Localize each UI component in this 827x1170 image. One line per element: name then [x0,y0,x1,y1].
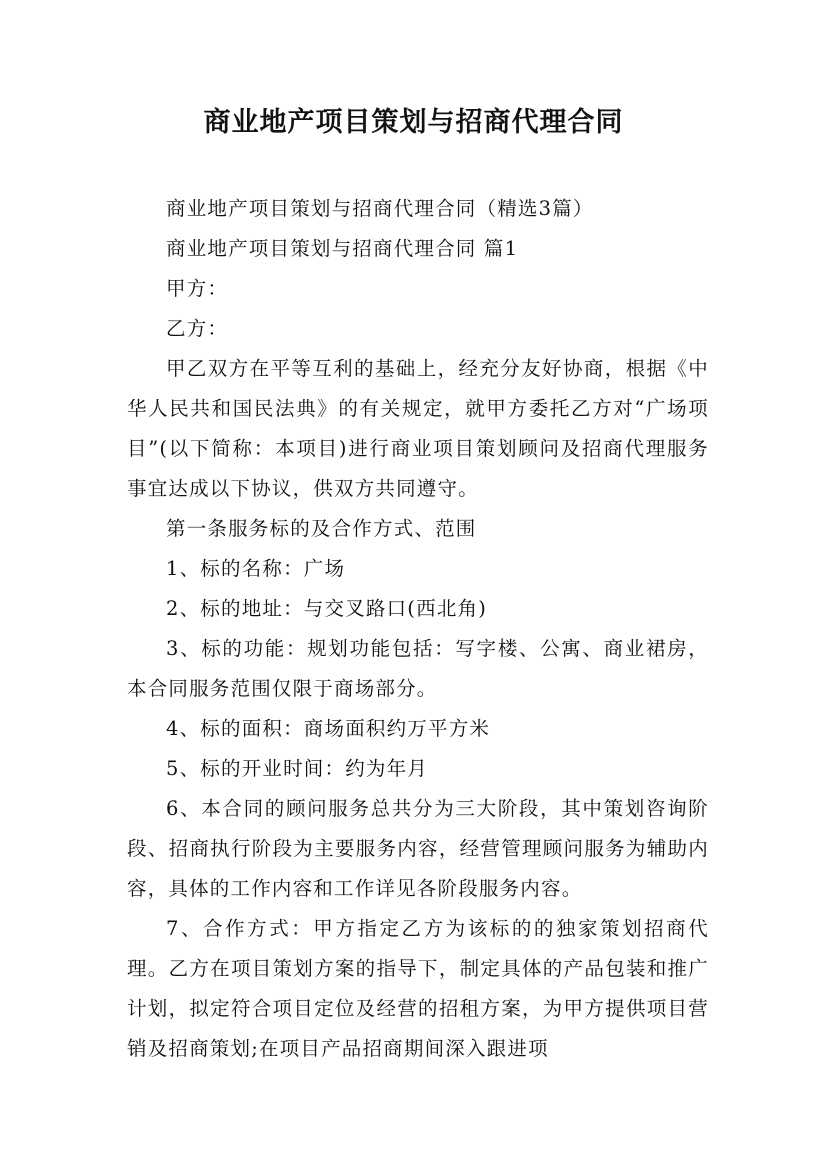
paragraph-item-7: 7、合作方式：甲方指定乙方为该标的的独家策划招商代理。乙方在项目策划方案的指导下，制定具体的产品包装和推广计划，拟定符合项目定位及经营的招租方案，为甲方提供项目营销及招商策划;在项目产品招商期间深入跟进项 [127,917,709,1060]
paragraph-item-1: 1、标的名称：广场 [166,557,346,580]
paragraph-section-heading: 商业地产项目策划与招商代理合同 篇1 [166,237,519,260]
paragraph-item-2: 2、标的地址：与交叉路口(西北角) [166,597,488,620]
paragraph-item-6: 6、本合同的顾问服务总共分为三大阶段，其中策划咨询阶段、招商执行阶段为主要服务内容，经营管理顾问服务为辅助内容，具体的工作内容和工作详见各阶段服务内容。 [127,797,709,900]
paragraph-article-one: 第一条服务标的及合作方式、范围 [166,517,477,540]
paragraph-item-4: 4、标的面积：商场面积约万平方米 [166,717,491,740]
document-body [127,189,709,1069]
paragraph-item-3: 3、标的功能：规划功能包括：写字楼、公寓、商业裙房，本合同服务范围仅限于商场部分。 [127,637,709,700]
paragraph-party-a: 甲方： [166,277,229,300]
paragraph-selected-count: 商业地产项目策划与招商代理合同（精选3篇） [166,197,594,220]
paragraph-preamble: 甲乙双方在平等互利的基础上，经充分友好协商，根据《中华人民共和国民法典》的有关规定，就甲方委托乙方对“广场项目”(以下简称：本项目)进行商业项目策划顾问及招商代理服务事宜达成以下协议，供双方共同遵守。 [127,357,709,500]
document-title: 商业地产项目策划与招商代理合同 [203,107,624,138]
paragraph-party-b: 乙方： [166,317,229,340]
paragraph-item-5: 5、标的开业时间：约为年月 [166,757,429,780]
